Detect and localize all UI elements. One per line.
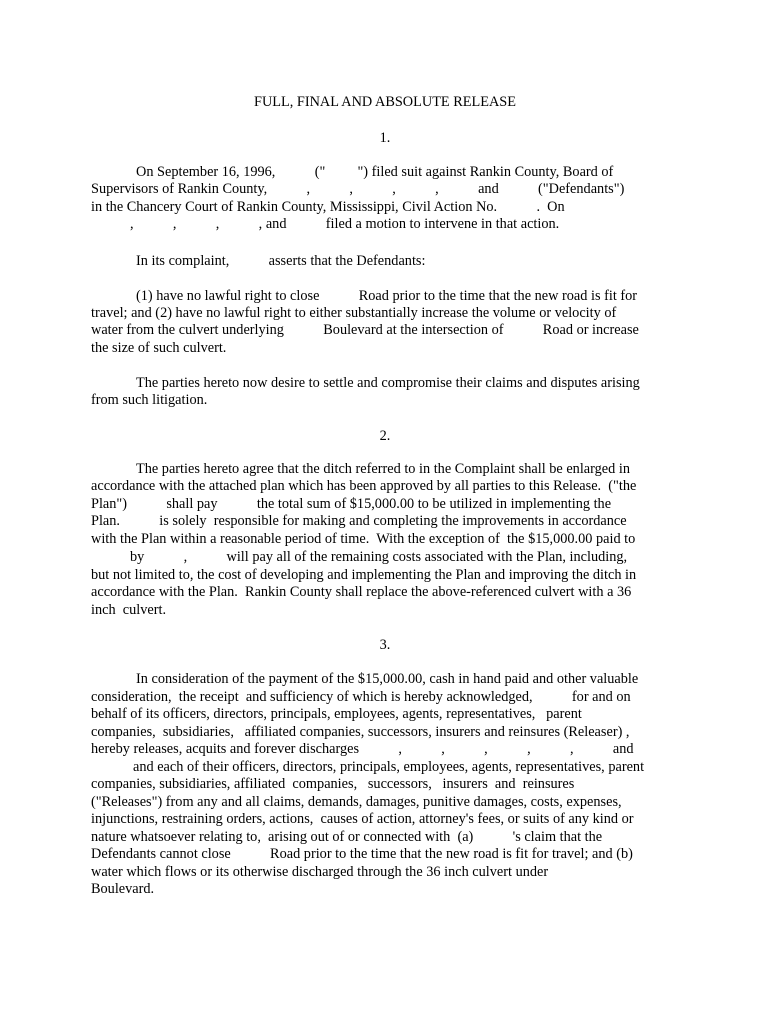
section-1-para3-line: the size of such culvert.: [91, 340, 227, 356]
section-3-para1-line: consideration, the receipt and sufficiency of which is hereby acknowledged, for and on: [91, 689, 631, 705]
section-2-para1-line: with the Plan within a reasonable period of time. With the exception of the $15,000.00 paid to: [91, 531, 636, 547]
section-3-para1-line: water which flows or its otherwise discharged through the 36 inch culvert under: [91, 864, 549, 880]
section-1-para1-line: Supervisors of Rankin County, , , , , and ("Defendants"): [91, 181, 625, 197]
section-3-para1-line: In consideration of the payment of the $15,000.00, cash in hand paid and other valuable: [136, 671, 639, 687]
section-3-para1-line: ("Releases") from any and all claims, demands, damages, punitive damages, costs, expenses,: [91, 794, 622, 810]
section-2-number: 2.: [379, 428, 391, 444]
section-1-para2-line: In its complaint, asserts that the Defendants:: [136, 253, 426, 269]
section-3-number: 3.: [379, 637, 391, 653]
section-3-para1-line: companies, subsidiaries, affiliated companies, successors, insurers and reinsures: [91, 776, 575, 792]
section-2-para1-line: Plan. is solely responsible for making and completing the improvements in accordance: [91, 513, 627, 529]
section-2-para1-line: Plan") shall pay the total sum of $15,000.00 to be utilized in implementing the: [91, 496, 612, 512]
section-3-para1-line: companies, subsidiaries, affiliated companies, successors, insurers and reinsures (Releaser) ,: [91, 724, 630, 740]
section-1-para1-line: , , , , and filed a motion to intervene in that action.: [130, 216, 560, 232]
section-3-para1-line: behalf of its officers, directors, principals, employees, agents, representatives, parent: [91, 706, 582, 722]
section-1-para4-line: The parties hereto now desire to settle and compromise their claims and disputes arising: [136, 375, 640, 391]
section-1-para3-line: water from the culvert underlying Boulevard at the intersection of Road or increase: [91, 322, 639, 338]
document-title: FULL, FINAL AND ABSOLUTE RELEASE: [254, 94, 516, 110]
section-3-para1-line: injunctions, restraining orders, actions, causes of action, attorney's fees, or suits of any kind or: [91, 811, 634, 827]
section-2-para1-line: accordance with the Plan. Rankin County shall replace the above-referenced culvert with a 36: [91, 584, 632, 600]
section-1-para1-line: On September 16, 1996, (" ") filed suit against Rankin County, Board of: [136, 164, 614, 180]
section-3-para1-line: nature whatsoever relating to, arising out of or connected with (a) 's claim that the: [91, 829, 603, 845]
section-1-para3-line: travel; and (2) have no lawful right to either substantially increase the volume or velocity of: [91, 305, 617, 321]
section-3-para1-line: Defendants cannot close Road prior to the time that the new road is fit for travel; and (b): [91, 846, 633, 862]
section-1-para4-line: from such litigation.: [91, 392, 208, 408]
section-2-para1-line: by , will pay all of the remaining costs associated with the Plan, including,: [130, 549, 628, 565]
section-2-para1-line: The parties hereto agree that the ditch referred to in the Complaint shall be enlarged in: [136, 461, 630, 477]
section-1-para1-line: in the Chancery Court of Rankin County, Mississippi, Civil Action No. . On: [91, 199, 565, 215]
section-1-para3-line: (1) have no lawful right to close Road prior to the time that the new road is fit for: [136, 288, 638, 304]
section-2-para1-line: but not limited to, the cost of developing and implementing the Plan and improving the ditch in: [91, 567, 637, 583]
section-2-para1-line: inch culvert.: [91, 602, 167, 618]
section-3-para1-line: Boulevard.: [91, 881, 155, 897]
section-2-para1-line: accordance with the attached plan which has been approved by all parties to this Release. ("the: [91, 478, 637, 494]
section-1-number: 1.: [379, 130, 391, 146]
section-3-para1-line: and each of their officers, directors, principals, employees, agents, representatives, parent: [133, 759, 645, 775]
section-3-para1-line: hereby releases, acquits and forever discharges , , , , , and: [91, 741, 634, 757]
